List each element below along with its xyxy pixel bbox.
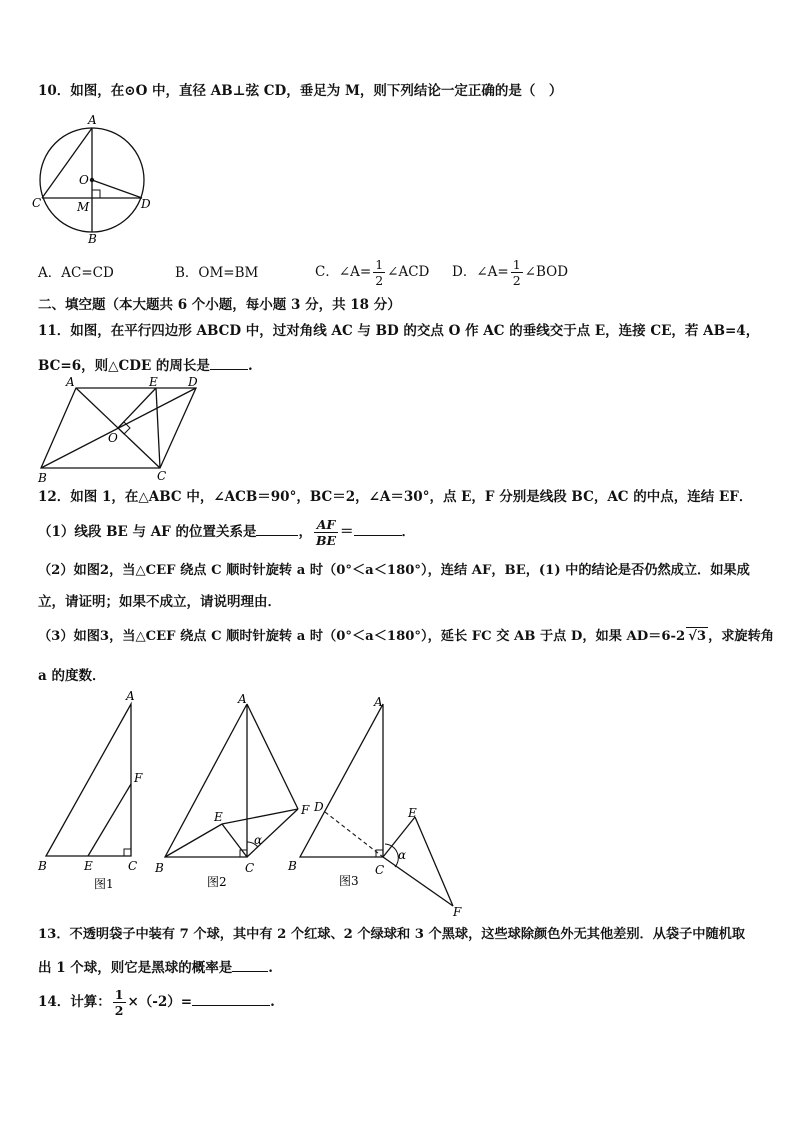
fraction-denominator: 2 [114, 1003, 124, 1018]
q11-line-2 [38, 355, 253, 375]
label-f: F [301, 803, 310, 817]
segment-dc-dashed [325, 812, 383, 857]
label-alpha: α [398, 848, 407, 862]
center-dot [90, 178, 94, 182]
right-angle-mark [92, 190, 100, 198]
label-b: B [88, 232, 97, 246]
answer-blank [232, 957, 268, 972]
option-d-prefix: D．∠A= [452, 264, 509, 280]
label-c: C [375, 863, 385, 877]
figure-caption: 图1 [94, 877, 114, 891]
label-a: A [126, 689, 135, 703]
label-o: O [79, 173, 89, 187]
q14-prefix: 14．计算： [38, 994, 111, 1010]
triangle-abc [300, 704, 383, 857]
q13-line-2 [38, 957, 273, 977]
section-2-heading: 二、填空题（本大题共 6 个小题，每小题 3 分，共 18 分） [38, 297, 401, 313]
label-a: A [374, 695, 383, 709]
label-d: D [141, 197, 151, 211]
option-c-suffix: ∠ACD [387, 264, 430, 280]
answer-blank [210, 355, 248, 370]
sqrt-radicand: 3 [696, 629, 707, 644]
sqrt-3: √3 [688, 629, 707, 644]
segment-ac [42, 128, 92, 198]
label-c: C [32, 196, 42, 210]
figure-caption: 图3 [339, 874, 359, 888]
label-e: E [84, 859, 93, 873]
triangle-abc [46, 704, 131, 856]
q12-part-2-line-2: 立，请证明；如果不成立，请说明理由． [38, 594, 281, 610]
segment-ef [88, 784, 131, 856]
label-f: F [453, 905, 462, 919]
q12-stem: 12．如图 1，在△ABC 中，∠ACB＝90°，BC＝2，∠A＝30°，点 E，F 分别是线段 BC，AC 的中点，连结 EF． [38, 489, 753, 505]
q14-mid: ×（-2）= [127, 994, 193, 1010]
q13-line-1: 13．不透明袋子中装有 7 个球，其中有 2 个红球、2 个绿球和 3 个黑球，这些球除颜色外无其他差别．从袋子中随机取 [38, 927, 746, 942]
q12-figure-1 [36, 689, 151, 892]
q12-part-1-eq: ＝ [340, 524, 354, 540]
fraction-half [373, 257, 385, 288]
answer-blank [354, 521, 402, 536]
q10-option-a: A．AC=CD [38, 265, 114, 281]
q12-part-3-line-1 [38, 627, 774, 646]
fraction-numerator: 1 [512, 257, 521, 272]
figure-caption: 图2 [207, 875, 227, 889]
option-d-suffix: ∠BOD [524, 264, 569, 280]
q12-part-3-line-2: a 的度数． [38, 668, 106, 684]
right-angle-mark [124, 849, 131, 856]
fraction-half [113, 987, 126, 1018]
label-b: B [288, 859, 297, 873]
q14-line [38, 983, 275, 1021]
q12-part-1-end: ． [401, 524, 416, 540]
q10-option-b: B．OM=BM [175, 265, 259, 281]
q12-part-2-line-1: （2）如图2，当△CEF 绕点 C 顺时针旋转 a 时（0°＜a＜180°），连结 AF，BE，(1) 中的结论是否仍然成立．如果成 [38, 563, 750, 578]
q12-part-1-sep: ， [298, 524, 312, 540]
label-alpha: α [254, 833, 263, 847]
q13-line-2-end: . [268, 960, 273, 976]
label-o: O [108, 431, 118, 445]
q10-stem: 10．如图，在⊙O 中，直径 AB⊥弦 CD，垂足为 M，则下列结论一定正确的是（ ） [38, 83, 563, 99]
triangle-abc [165, 704, 247, 857]
label-c: C [157, 469, 167, 483]
label-m: M [77, 200, 90, 214]
fraction-denominator: 2 [512, 273, 521, 288]
label-a: A [88, 113, 97, 127]
label-b: B [38, 859, 47, 873]
label-d: D [188, 375, 198, 389]
label-c: C [128, 859, 138, 873]
segment-ce [156, 388, 160, 468]
q12-part-1 [38, 514, 415, 550]
label-f: F [134, 771, 143, 785]
fraction-af-be [314, 517, 338, 548]
label-e: E [214, 810, 223, 824]
label-e: E [149, 375, 158, 389]
label-b: B [155, 861, 164, 875]
q10-option-d [452, 254, 568, 290]
q10-circle-figure [30, 110, 160, 250]
label-e: E [408, 806, 417, 820]
q12-part-3-text: （3）如图3，当△CEF 绕点 C 顺时针旋转 a 时（0°＜a＜180°），延长 FC 交 AB 于点 D，如果 AD＝6-2 [38, 629, 686, 644]
label-b: B [38, 471, 47, 485]
fraction-denominator: 2 [375, 273, 384, 288]
q10-option-c [315, 254, 429, 290]
q12-figure-3 [285, 692, 475, 922]
label-a: A [66, 375, 75, 389]
fraction-numerator: 1 [375, 257, 384, 272]
answer-blank [256, 521, 298, 536]
q11-line-2-end: . [247, 358, 253, 374]
q13-line-2-text: 出 1 个球，则它是黑球的概率是 [38, 960, 233, 976]
answer-blank [192, 991, 270, 1006]
segment-ec [222, 824, 247, 857]
fraction-numerator: 1 [114, 987, 124, 1002]
fraction-denominator: BE [315, 533, 337, 548]
option-c-prefix: C．∠A= [315, 264, 372, 280]
q14-end: . [270, 994, 275, 1010]
q11-line-2-text: BC=6，则△CDE 的周长是 [38, 358, 210, 374]
q11-line-1: 11．如图，在平行四边形 ABCD 中，过对角线 AC 与 BD 的交点 O 作 AC 的垂线交于点 E，连接 CE，若 AB=4， [38, 323, 760, 339]
q11-parallelogram-figure [36, 376, 201, 486]
fraction-numerator: AF [314, 517, 338, 533]
label-d: D [314, 800, 324, 814]
label-a: A [238, 692, 247, 706]
label-c: C [245, 861, 255, 875]
q12-part-3-text-end: ，求旋转角 [708, 629, 774, 644]
fraction-half [511, 257, 523, 288]
q12-part-1-text: （1）线段 BE 与 AF 的位置关系是 [38, 524, 257, 540]
